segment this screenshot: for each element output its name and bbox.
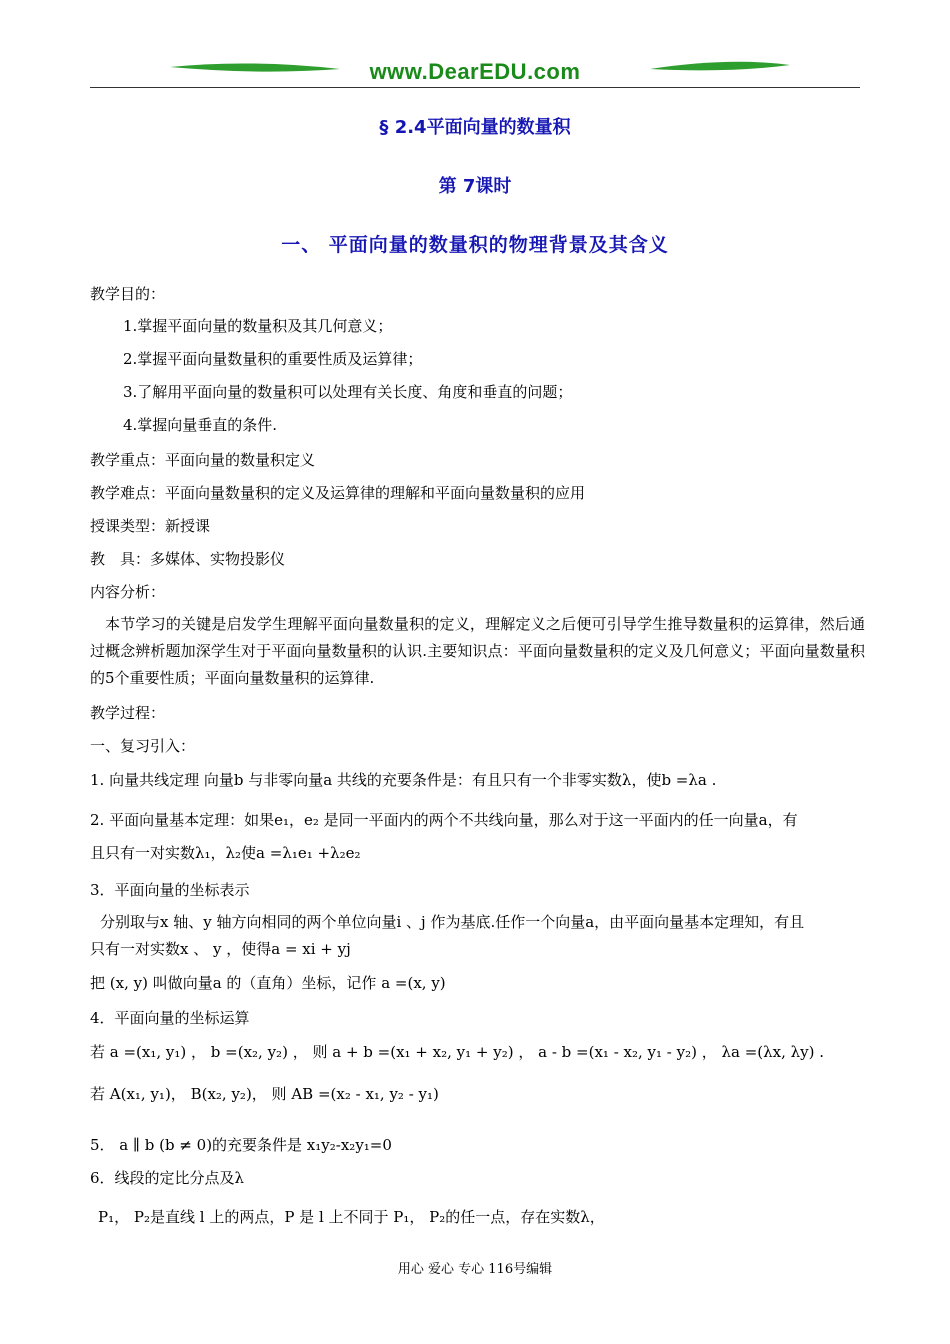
review-item-2: 2. 平面向量基本定理：如果e₁，e₂ 是同一平面内的两个不共线向量，那么对于这一平面内的任一向量a，有 xyxy=(90,811,798,829)
site-url: www.DearEDU.com xyxy=(369,59,581,84)
review-item-3-cont: 只有一对实数x 、 y ，使得a = xi + yj xyxy=(90,940,351,958)
review-item-1: 1. 向量共线定理 向量b 与非零向量a 共线的充要条件是：有且只有一个非零实数λ，使b =λa . xyxy=(90,771,717,789)
goal-item: 4.掌握向量垂直的条件. xyxy=(123,416,278,434)
header-rule xyxy=(90,87,860,88)
analysis-heading: 内容分析： xyxy=(90,583,166,601)
review-item-3: 分别取与x 轴、y 轴方向相同的两个单位向量i 、j 作为基底.任作一个向量a，由平面向量基本定理知，有且 xyxy=(100,913,805,931)
review-item-3-coord: 把 (x, y) 叫做向量a 的（直角）坐标，记作 a =(x, y) xyxy=(90,974,446,992)
process-heading: 教学过程： xyxy=(90,704,166,722)
page-footer: 用心 爱心 专心 116号编辑 xyxy=(397,1262,553,1277)
review-item-4-ab: 若 A(x₁, y₁)， B(x₂, y₂)， 则 AB =(x₂ - x₁, y₂ - y₁) xyxy=(90,1085,439,1103)
goal-item: 3.了解用平面向量的数量积可以处理有关长度、角度和垂直的问题； xyxy=(123,383,573,401)
goals-heading: 教学目的： xyxy=(90,285,166,303)
review-item-4-heading: 4．平面向量的坐标运算 xyxy=(90,1009,250,1027)
difficulty: 教学难点：平面向量数量积的定义及运算律的理解和平面向量数量积的应用 xyxy=(90,484,586,502)
key-point: 教学重点：平面向量的数量积定义 xyxy=(90,451,316,469)
section-title: § 2.4平面向量的数量积 xyxy=(379,117,571,138)
teaching-tools: 教 具：多媒体、实物投影仪 xyxy=(90,550,286,568)
review-item-6: P₁， P₂是直线 l 上的两点，P 是 l 上不同于 P₁， P₂的任一点，存在实数λ， xyxy=(98,1208,605,1226)
review-item-4-ops: 若 a =(x₁, y₁) ， b =(x₂, y₂) ， 则 a + b =(x₁ + x₂, y₁ + y₂) ， a - b =(x₁ - x₂, y₁ - y₂) ， λa =(λx, λy) . xyxy=(90,1043,825,1061)
lesson-type: 授课类型：新授课 xyxy=(90,517,211,535)
lesson-title: 第 7课时 xyxy=(438,176,512,197)
review-item-2-cont: 且只有一对实数λ₁，λ₂使a =λ₁e₁ +λ₂e₂ xyxy=(90,844,361,862)
site-header xyxy=(90,55,860,91)
review-item-6-heading: 6．线段的定比分点及λ xyxy=(90,1169,245,1187)
part-title: 一、 平面向量的数量积的物理背景及其含义 xyxy=(281,234,669,256)
goal-item: 2.掌握平面向量数量积的重要性质及运算律； xyxy=(123,350,423,368)
review-heading: 一、复习引入： xyxy=(90,737,196,755)
review-item-3-heading: 3．平面向量的坐标表示 xyxy=(90,881,250,899)
goal-item: 1.掌握平面向量的数量积及其几何意义； xyxy=(123,317,393,335)
analysis-body: 本节学习的关键是启发学生理解平面向量数量积的定义，理解定义之后便可引导学生推导数量积的运算律，然后通过概念辨析题加深学生对于平面向量数量积的认识.主要知识点：平面向量数量积的定义及几何意义；平面向量数量积的5个重要性质；平面向量数量积的运算律. xyxy=(90,615,865,687)
review-item-5: 5． a ∥ b (b ≠ 0)的充要条件是 x₁y₂-x₂y₁=0 xyxy=(90,1136,392,1154)
